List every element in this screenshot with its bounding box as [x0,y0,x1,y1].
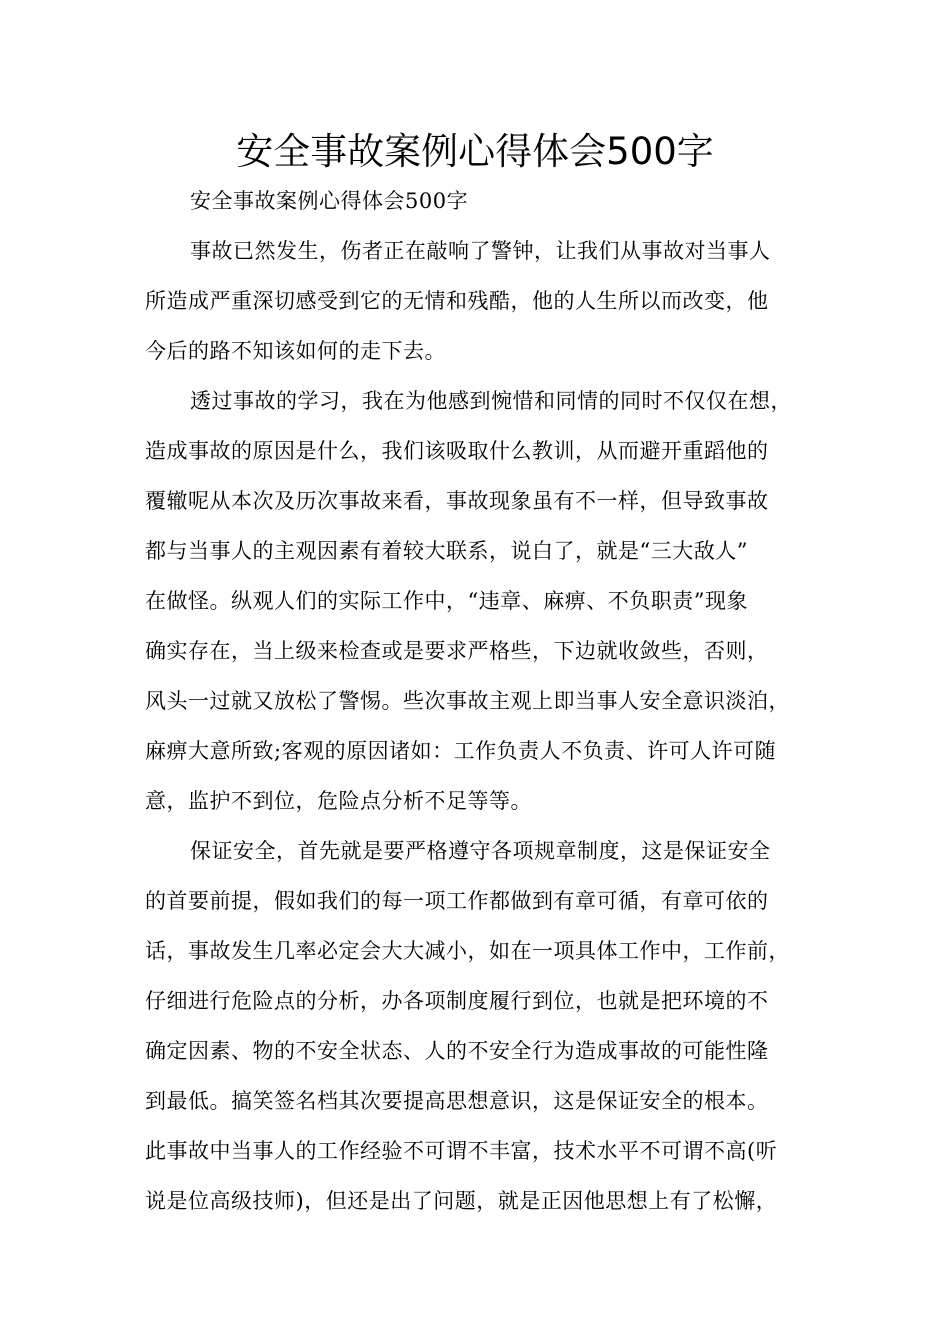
paragraph-line: 此事故中当事人的工作经验不可谓不丰富，技术水平不可谓不高(听 [145,1139,778,1163]
paragraph-line: 仔细进行危险点的分析，办各项制度履行到位，也就是把环境的不 [145,989,769,1013]
paragraph-line: 今后的路不知该如何的走下去。 [145,339,446,363]
paragraph-line: 都与当事人的主观因素有着较大联系，说白了，就是“三大敌人” [145,539,748,563]
paragraph-line: 话，事故发生几率必定会大大减小，如在一项具体工作中，工作前， [145,939,790,963]
paragraph-line: 事故已然发生，伤者正在敲响了警钟，让我们从事故对当事人 [190,239,771,263]
paragraph-line: 造成事故的原因是什么，我们该吸取什么教训，从而避开重蹈他的 [145,439,769,463]
paragraph-line: 意，监护不到位，危险点分析不足等等。 [145,789,532,813]
paragraph-line: 透过事故的学习，我在为他感到惋惜和同情的同时不仅仅在想， [190,389,792,413]
paragraph-line: 所造成严重深切感受到它的无情和残酷，他的人生所以而改变，他 [145,289,769,313]
paragraph-line: 保证安全，首先就是要严格遵守各项规章制度，这是保证安全 [190,839,771,863]
paragraph-line: 的首要前提，假如我们的每一项工作都做到有章可循，有章可依的 [145,889,769,913]
paragraph-line: 确定因素、物的不安全状态、人的不安全行为造成事故的可能性隆 [145,1039,769,1063]
paragraph-line: 覆辙呢从本次及历次事故来看，事故现象虽有不一样，但导致事故 [145,489,769,513]
paragraph-line: 在做怪。纵观人们的实际工作中，“违章、麻痹、不负职责”现象 [145,589,748,613]
document-title: 安全事故案例心得体会500字 [236,130,714,173]
subtitle-line: 安全事故案例心得体会500字 [190,189,469,213]
paragraph-line: 麻痹大意所致;客观的原因诸如：工作负责人不负责、许可人许可随 [145,739,777,763]
paragraph-line: 风头一过就又放松了警惕。些次事故主观上即当事人安全意识淡泊， [145,689,790,713]
paragraph-line: 到最低。搞笑签名档其次要提高思想意识，这是保证安全的根本。 [145,1089,769,1113]
paragraph-line: 确实存在，当上级来检查或是要求严格些，下边就收敛些，否则， [145,639,769,663]
paragraph-line: 说是位高级技师)，但还是出了问题，就是正因他思想上有了松懈， [145,1189,778,1213]
